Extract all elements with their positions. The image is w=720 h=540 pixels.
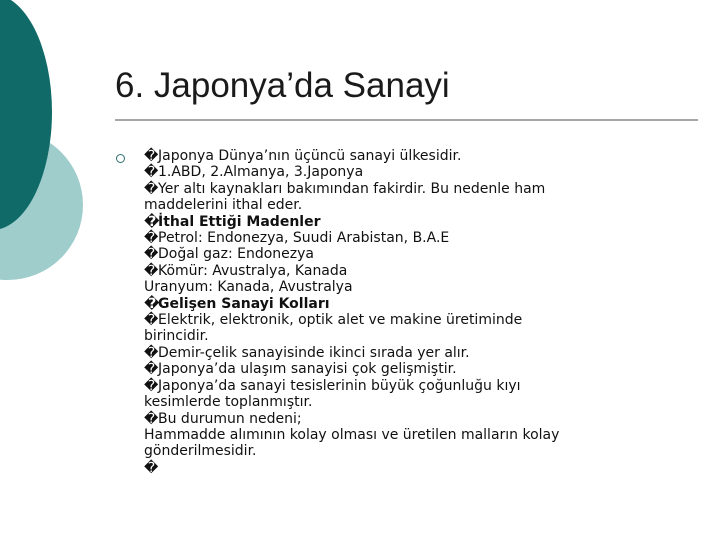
missing-glyph-icon: � (144, 410, 159, 427)
body-line (144, 246, 704, 262)
body-line (144, 411, 704, 427)
body-line-text: Kömür: Avustralya, Kanada (158, 262, 348, 279)
missing-glyph-icon: � (144, 377, 159, 394)
body-line (144, 361, 704, 377)
body-line (144, 460, 704, 476)
bullet-circle-icon (116, 154, 125, 163)
missing-glyph-icon: � (144, 361, 159, 378)
body-line-text: 1.ABD, 2.Almanya, 3.Japonya (158, 164, 364, 181)
body-line (144, 148, 704, 164)
body-line-text: Bu durumun nedeni; (158, 410, 302, 427)
body-line-text: Petrol: Endonezya, Suudi Arabistan, B.A.E (158, 230, 450, 247)
body-line-text: gönderilmesidir. (144, 443, 257, 460)
body-line (144, 164, 704, 180)
missing-glyph-icon: � (144, 295, 160, 312)
body-line-text: Yer altı kaynakları bakımından fakirdir. Bu nedenle ham (158, 180, 546, 197)
body-line-text: Japonya’da sanayi tesislerinin büyük çoğunluğu kıyı (158, 377, 521, 394)
body-line-text: Gelişen Sanayi Kolları (158, 295, 330, 312)
body-line-text: Demir-çelik sanayisinde ikinci sırada yer alır. (158, 344, 470, 361)
missing-glyph-icon: � (144, 246, 159, 263)
body-line (144, 378, 704, 394)
slide-body (144, 148, 704, 476)
missing-glyph-icon: � (144, 230, 159, 247)
body-line-text: Hammadde alımının kolay olması ve üretilen malların kolay (144, 426, 560, 443)
body-line-text: kesimlerde toplanmıştır. (144, 394, 313, 411)
body-line-text: İthal Ettiği Madenler (158, 213, 321, 230)
body-line (144, 328, 704, 344)
body-line (144, 279, 704, 295)
missing-glyph-icon: � (144, 148, 159, 164)
body-line (144, 214, 704, 230)
body-line-text: birincidir. (144, 328, 209, 345)
body-line (144, 345, 704, 361)
body-line (144, 394, 704, 410)
title-underline (115, 119, 698, 121)
body-line (144, 443, 704, 459)
body-line-text: Doğal gaz: Endonezya (158, 246, 315, 263)
missing-glyph-icon: � (144, 459, 159, 476)
body-line-text: Elektrik, elektronik, optik alet ve makine üretiminde (158, 312, 523, 329)
missing-glyph-icon: � (144, 344, 159, 361)
body-line (144, 296, 704, 312)
body-line (144, 181, 704, 197)
missing-glyph-icon: � (144, 164, 159, 181)
missing-glyph-icon: � (144, 262, 159, 279)
body-line (144, 230, 704, 246)
body-line-text: Uranyum: Kanada, Avustralya (144, 279, 353, 296)
body-line (144, 263, 704, 279)
body-line-text: Japonya’da ulaşım sanayisi çok gelişmiştir. (158, 361, 457, 378)
missing-glyph-icon: � (144, 312, 159, 329)
body-line-text: maddelerini ithal eder. (144, 197, 303, 214)
missing-glyph-icon: � (144, 213, 160, 230)
body-line (144, 197, 704, 213)
missing-glyph-icon: � (144, 180, 159, 197)
body-line (144, 312, 704, 328)
body-line-text: Japonya Dünya’nın üçüncü sanayi ülkesidir. (158, 148, 462, 164)
body-line (144, 427, 704, 443)
slide-title: 6. Japonya’da Sanayi (115, 66, 450, 105)
